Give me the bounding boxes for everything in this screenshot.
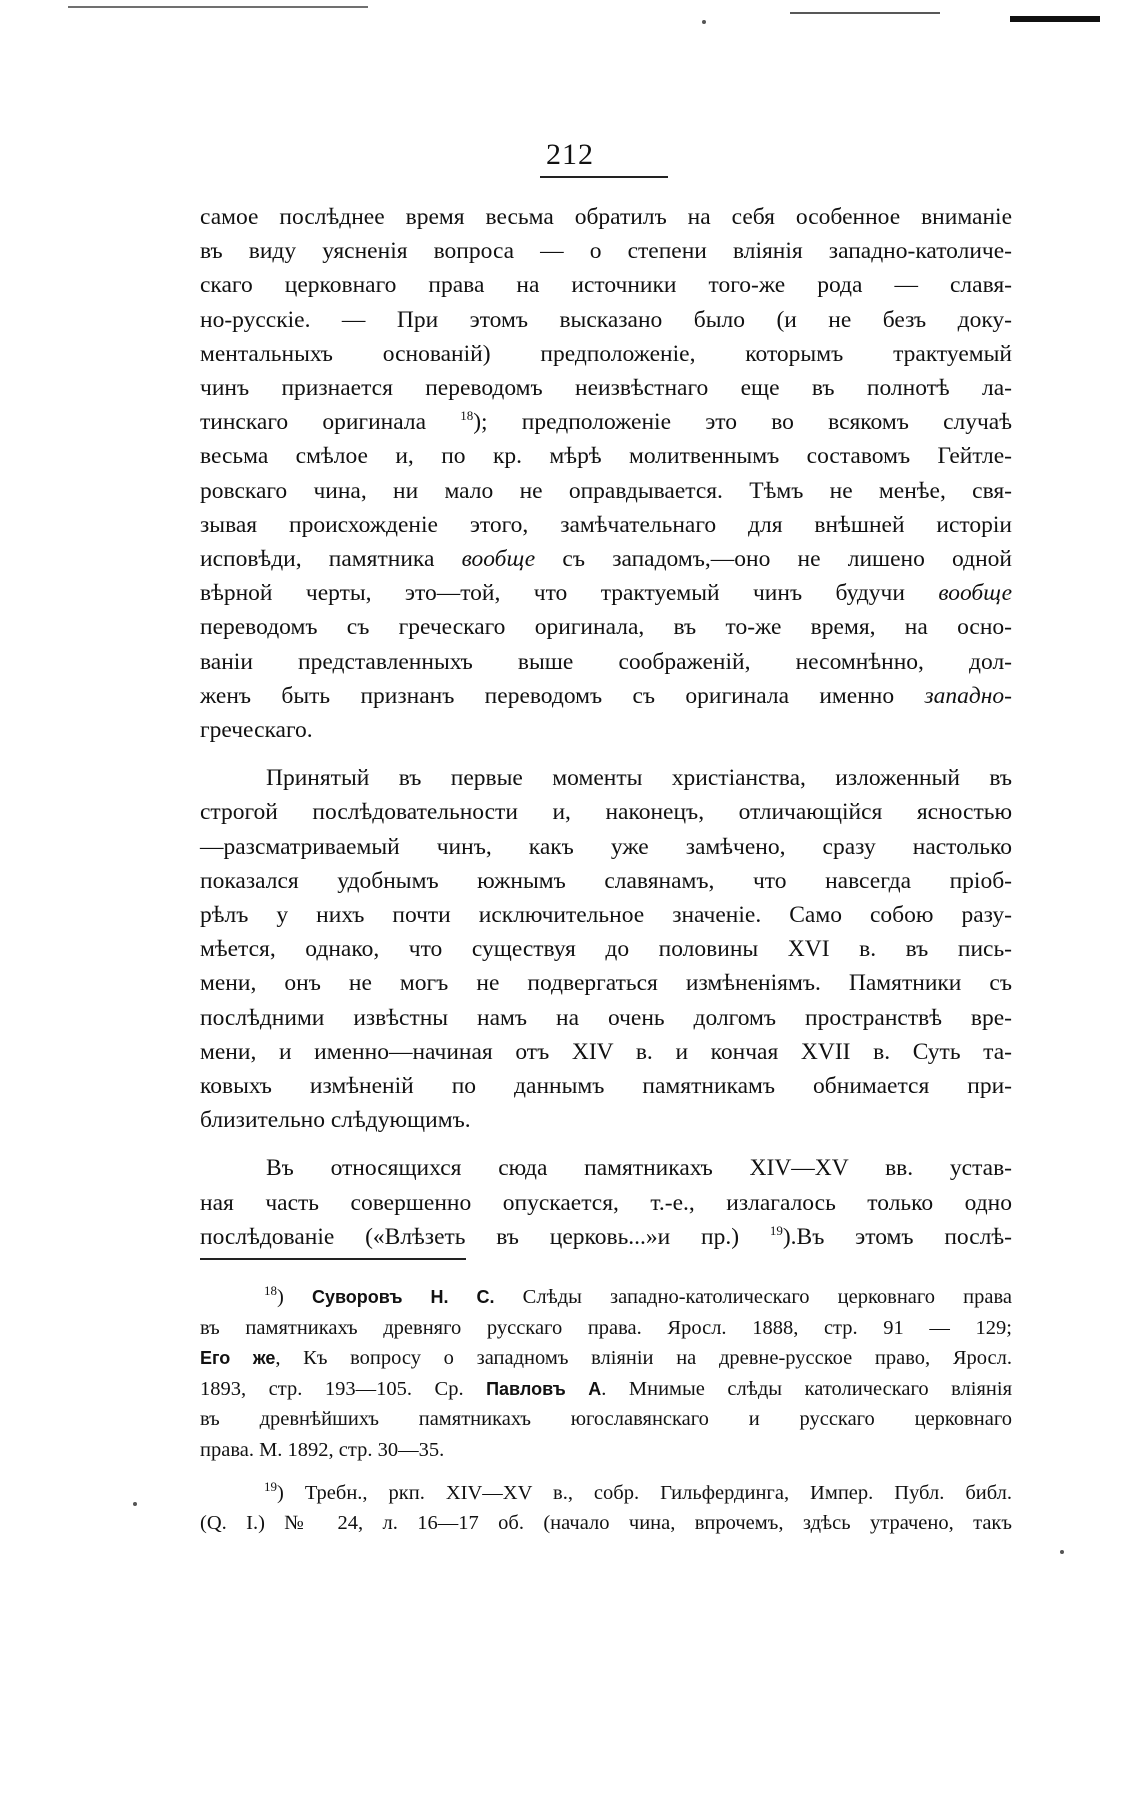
author-name: Павловъ А (486, 1378, 602, 1399)
text-line: ковыхъ измѣненій по даннымъ памятникамъ обнимается при- (200, 1073, 1012, 1100)
text-line: ная часть совершенно опускается, т.-е., излагалось только одно (200, 1189, 1012, 1216)
text-segment: вѣрной черты, это—той, что трактуемый чинъ будучи (200, 580, 939, 607)
scan-speck (1060, 1550, 1064, 1554)
scan-edge-line-left (68, 6, 368, 8)
text-line: чинъ признается переводомъ неизвѣстнаго еще въ полнотѣ ла- (200, 375, 1012, 402)
text-line (200, 1220, 1012, 1254)
footnote-line (200, 1478, 1012, 1509)
text-line: —разсматриваемый чинъ, какъ уже замѣчено, сразу настолько (200, 833, 1012, 860)
footnote-19 (200, 1478, 1012, 1539)
footnote-line: права. М. 1892, стр. 30—35. (200, 1438, 445, 1461)
text-line (200, 405, 1012, 439)
text-line: Въ относящихся сюда памятникахъ XIV—XV вв. устав- (266, 1155, 1012, 1182)
footnote-line: въ памятникахъ древняго русскаго права. Яросл. 1888, стр. 91 — 129; (200, 1316, 1012, 1339)
main-text (200, 200, 1012, 1254)
footnote-line (200, 1374, 1012, 1405)
scan-edge-mark (1010, 16, 1100, 22)
text-segment: . Мнимые слѣды католическаго вліянія (601, 1377, 1012, 1400)
italic-emphasis: вообще (461, 546, 536, 573)
text-line: ментальныхъ основаній) предположеніе, которымъ трактуемый (200, 340, 1012, 367)
text-line: скаго церковнаго права на источники того-же рода — славя- (200, 272, 1012, 299)
footnote-line (200, 1282, 1012, 1313)
text-line: самое послѣднее время весьма обратилъ на себя особенное вниманіе (200, 204, 1012, 230)
text-segment: ).Въ этомъ послѣ- (782, 1223, 1012, 1250)
page-number: 212 (546, 138, 594, 171)
scan-speck (133, 1502, 137, 1506)
text-line: греческаго. (200, 717, 313, 744)
text-line: весьма смѣлое и, по кр. мѣрѣ молитвеннымъ составомъ Гейтле- (200, 443, 1012, 470)
footnote-18 (200, 1282, 1012, 1466)
footnote-separator (200, 1258, 466, 1260)
text-line: строгой послѣдовательности и, наконецъ, отличающійся ясностью (200, 799, 1012, 826)
footnote-ref-19: 19 (769, 1223, 783, 1239)
text-segment: исповѣди, памятника (200, 546, 462, 573)
author-name: Суворовъ Н. С. (311, 1287, 495, 1307)
scan-speck (702, 20, 706, 24)
text-line: въ виду уясненія вопроса — о степени вліянія западно-католиче- (200, 238, 1012, 265)
text-line (200, 542, 1012, 576)
footnotes (200, 1282, 1012, 1539)
footnote-marker: 19 (264, 1478, 277, 1494)
text-line (200, 679, 1012, 713)
text-line: мени, онъ не могъ не подвергаться измѣненіямъ. Памятники съ (200, 970, 1012, 997)
text-segment: ); предположеніе это во всякомъ случаѣ (473, 409, 1012, 436)
paragraph-2 (200, 761, 1012, 1137)
text-line: Принятый въ первые моменты христіанства, изложенный въ (266, 765, 1012, 792)
footnote-ref-18: 18 (460, 408, 474, 424)
text-line: рѣлъ у нихъ почти исключительное значеніе. Само собою разу- (200, 902, 1012, 929)
text-line: мѣется, однако, что существуя до половины XVI в. въ пись- (200, 936, 1012, 963)
text-segment: женъ быть признанъ переводомъ съ оригинала именно (200, 682, 925, 709)
text-line (200, 576, 1012, 610)
text-line: переводомъ съ греческаго оригинала, въ то-же время, на осно- (200, 614, 1012, 641)
text-line: зывая происхожденіе этого, замѣчательнаго для внѣшней исторіи (200, 511, 1012, 538)
text-segment: послѣдованіе («Влѣзеть въ церковь...»и пр.) (200, 1223, 770, 1250)
text-line: мени, и именно—начиная отъ XIV в. и кончая XVII в. Суть та- (200, 1038, 1012, 1065)
text-segment: съ западомъ,—оно не лишено одной (535, 546, 1012, 573)
scan-edge-line-right (790, 12, 940, 14)
paragraph-1 (200, 200, 1012, 747)
footnote-line: въ древнѣйшихъ памятникахъ югославянскаго и русскаго церковнаго (200, 1408, 1012, 1431)
italic-emphasis: вообще (938, 580, 1012, 607)
footnote-marker: 18 (264, 1283, 277, 1299)
text-line: ваніи представленныхъ выше соображеній, несомнѣнно, дол- (200, 648, 1012, 675)
text-segment: , Къ вопросу о западномъ вліяніи на древне-русское право, Яросл. (275, 1347, 1012, 1370)
text-segment: ) (277, 1286, 312, 1308)
page-number-rule (540, 176, 668, 178)
text-segment: тинскаго оригинала (200, 409, 461, 436)
footnote-line: (Q. I.) № 24, л. 16—17 об. (начало чина, впрочемъ, здѣсь утрачено, такъ (200, 1512, 1012, 1535)
paragraph-3 (200, 1151, 1012, 1254)
text-line: послѣдними извѣстны намъ на очень долгомъ пространствѣ вре- (200, 1004, 1012, 1031)
author-name: Его же (200, 1348, 276, 1369)
text-line: но-русскіе. — При этомъ высказано было (и не безъ доку- (200, 306, 1012, 333)
footnote-line (200, 1343, 1012, 1374)
text-segment: 1893, стр. 193—105. Ср. (200, 1377, 487, 1400)
text-segment: ) Требн., ркп. XIV—XV в., собр. Гильфердинга, Импер. Публ. библ. (277, 1481, 1012, 1504)
text-line: ровскаго чина, ни мало не оправдывается. Тѣмъ не менѣе, свя- (200, 477, 1012, 504)
text-segment: Слѣды западно-католическаго церковнаго права (494, 1286, 1012, 1308)
text-line: показался удобнымъ южнымъ славянамъ, что навсегда пріоб- (200, 867, 1012, 894)
text-line: близительно слѣдующимъ. (200, 1107, 471, 1134)
italic-emphasis: западно- (924, 682, 1012, 709)
